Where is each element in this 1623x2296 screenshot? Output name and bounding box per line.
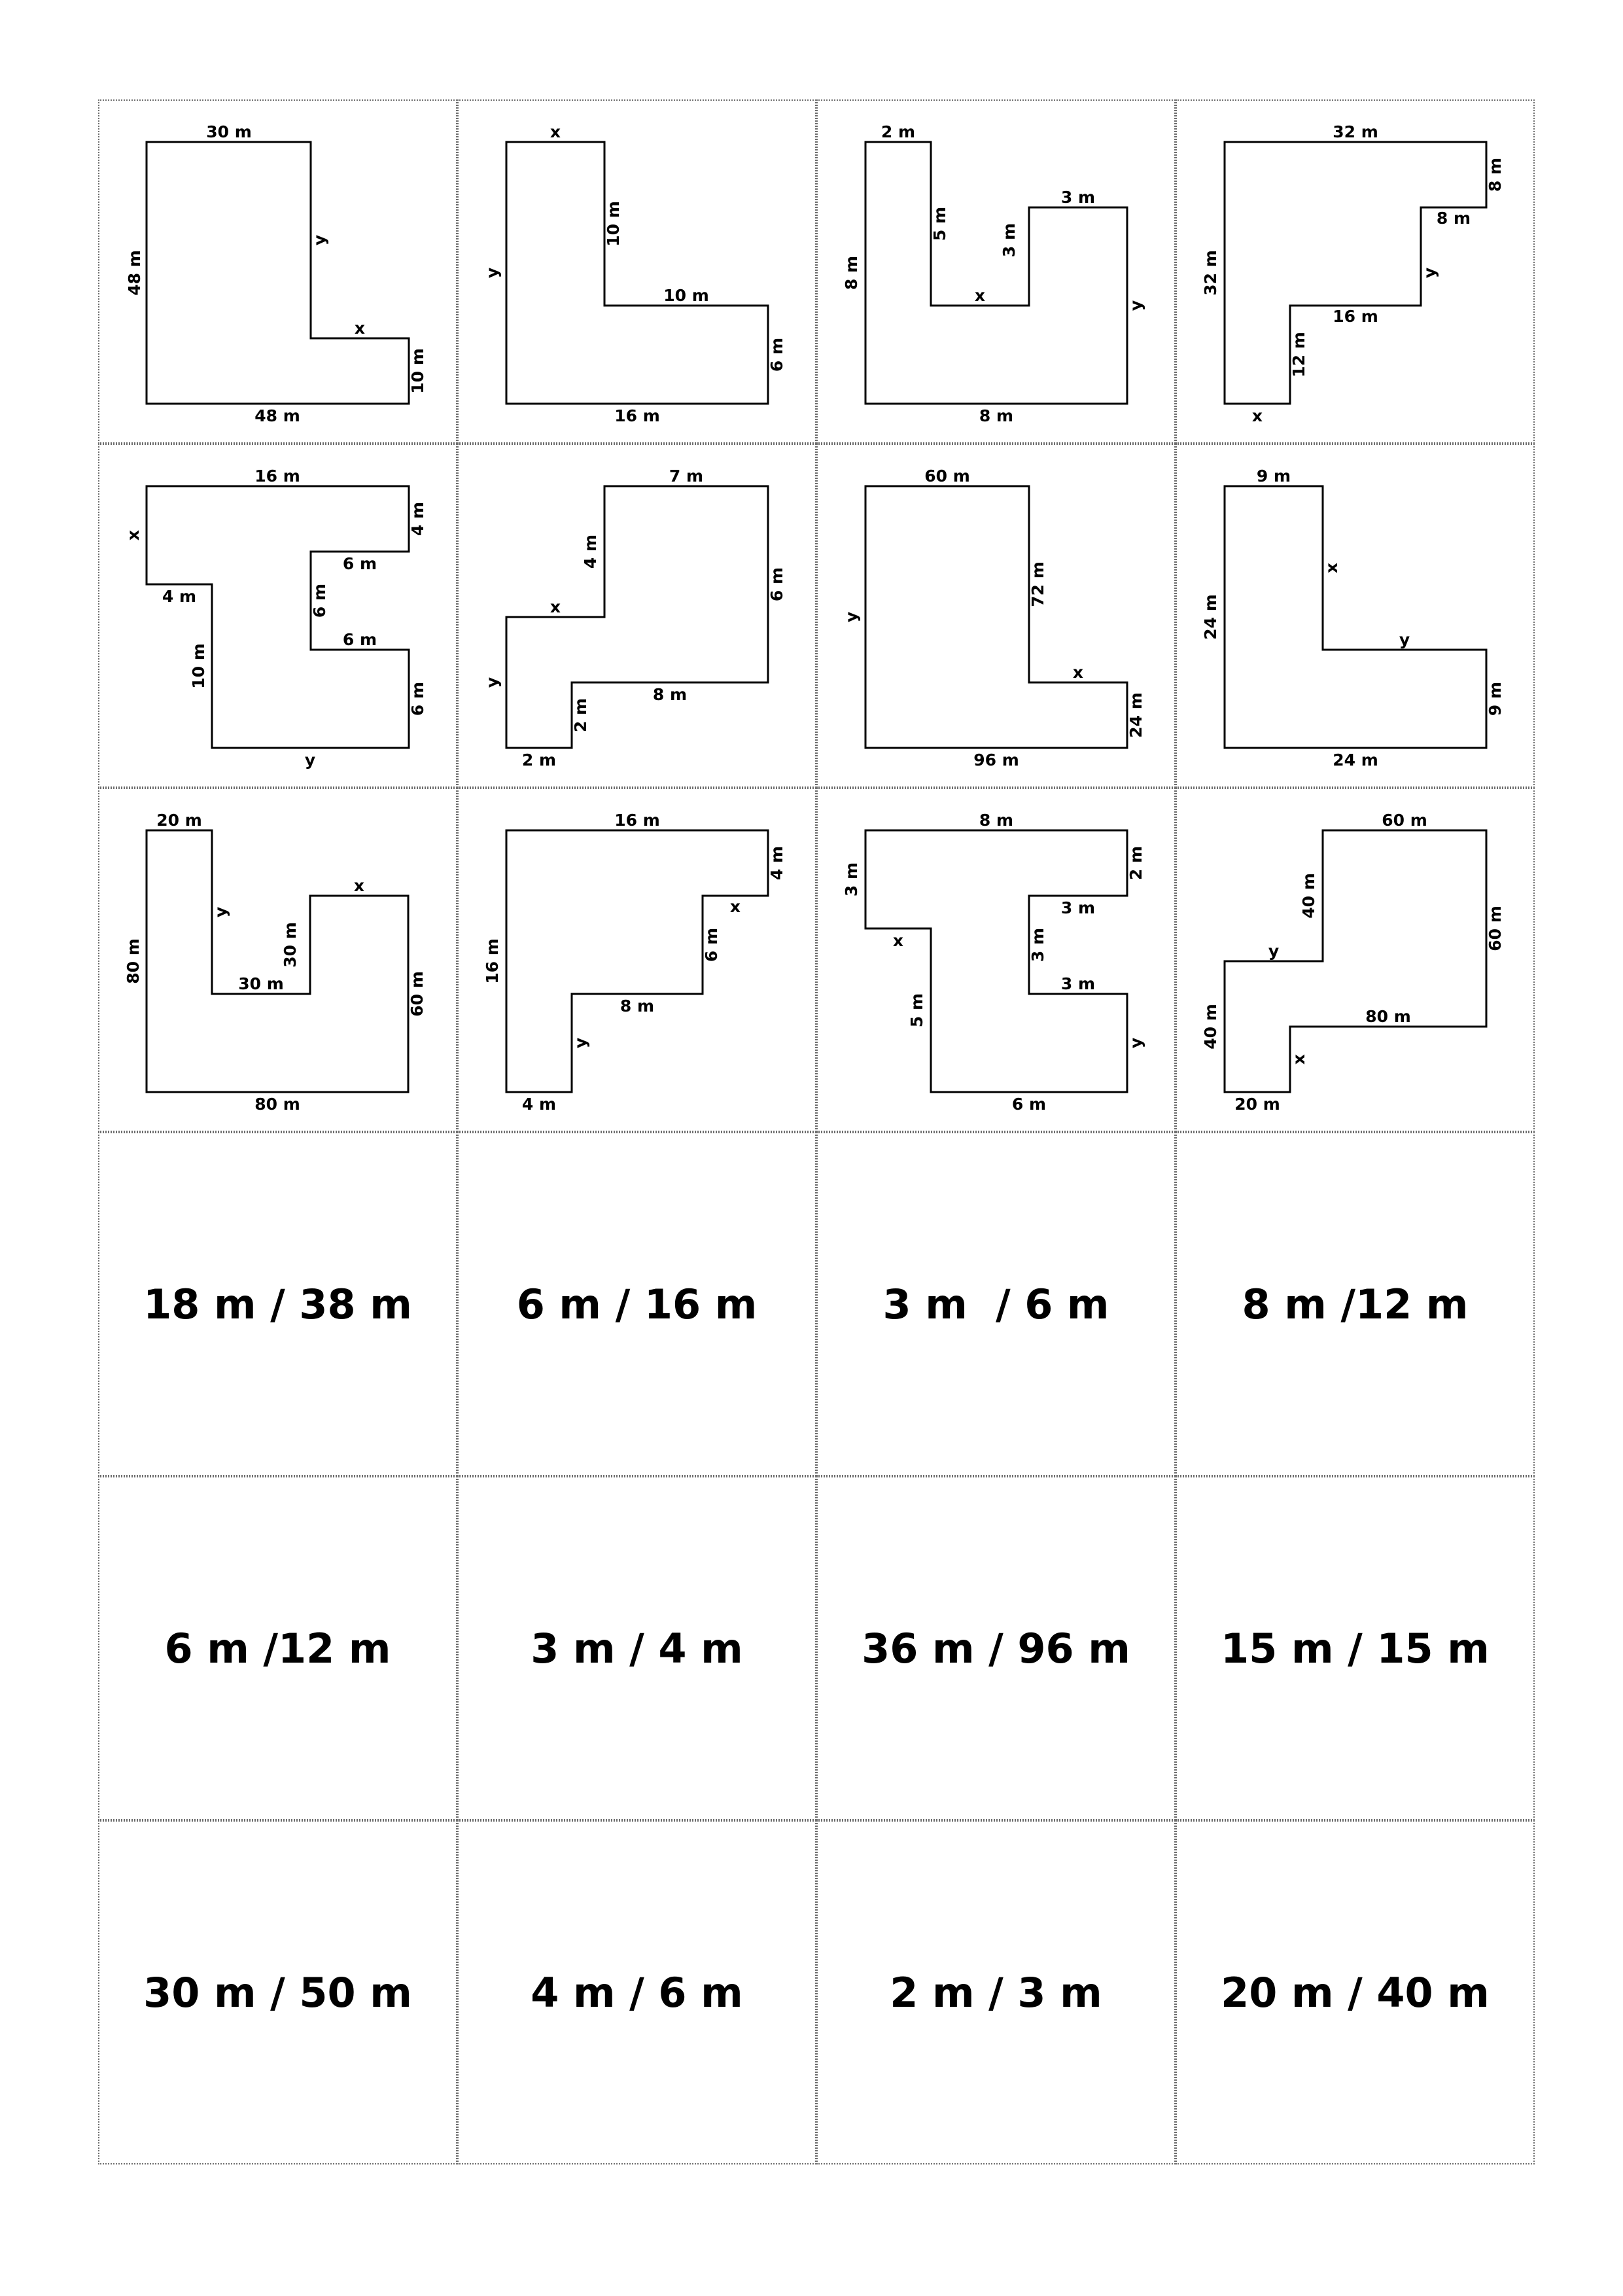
dim-label: 16 m (614, 811, 660, 830)
dim-label: 48 m (125, 250, 144, 296)
dim-label: 96 m (973, 751, 1019, 769)
answer-text: 20 m / 40 m (1221, 1968, 1490, 2017)
u-shape-diagram (818, 101, 1174, 442)
dim-label: x (974, 286, 986, 305)
dim-label: 60 m (924, 467, 970, 486)
shape-card-11 (816, 788, 1176, 1132)
dim-label: 5 m (907, 993, 926, 1028)
answer-text: 30 m / 50 m (143, 1968, 412, 2017)
dim-label: 2 m (1126, 845, 1145, 881)
dim-label: 8 m (979, 811, 1014, 830)
dim-label: 12 m (1289, 332, 1308, 378)
dim-label: 10 m (189, 643, 208, 689)
dim-label: 6 m (767, 567, 786, 602)
dim-label: x (729, 897, 741, 916)
answer-text: 8 m /12 m (1242, 1280, 1469, 1328)
dim-label: 8 m (620, 997, 655, 1016)
answer-text: 4 m / 6 m (531, 1968, 743, 2017)
step-shape-diagram (459, 445, 815, 786)
dim-label: x (1251, 406, 1263, 425)
s-shape-diagram (818, 789, 1174, 1131)
shape-card-12 (1176, 788, 1535, 1132)
dim-label: 6 m (1011, 1095, 1047, 1114)
dim-label: 6 m (702, 927, 721, 963)
dim-label: y (211, 906, 230, 918)
dim-label: x (550, 597, 561, 616)
dim-label: 10 m (408, 348, 427, 394)
dim-label: 3 m (1060, 974, 1096, 993)
l-shape-diagram (459, 101, 815, 442)
dim-label: 3 m (1060, 898, 1096, 917)
answer-card-4 (1176, 1132, 1535, 1476)
answer-text: 15 m / 15 m (1221, 1624, 1490, 1672)
shape-card-3 (816, 99, 1176, 444)
answer-text: 2 m / 3 m (890, 1968, 1102, 2017)
dim-label: 4 m (767, 845, 786, 881)
answer-card-12 (1176, 1820, 1535, 2164)
dim-label: 32 m (1333, 122, 1378, 141)
shape-card-10 (457, 788, 816, 1132)
dim-label: 32 m (1201, 250, 1220, 296)
dim-label: x (1289, 1053, 1308, 1065)
dim-label: 24 m (1201, 594, 1220, 640)
dim-label: 8 m (1436, 209, 1471, 228)
dim-label: 6 m (767, 337, 786, 372)
l-shape-diagram (818, 445, 1174, 786)
dim-label: y (304, 751, 316, 769)
dim-label: 20 m (156, 811, 202, 830)
dim-label: 4 m (408, 501, 427, 537)
card-sheet (98, 99, 1535, 2164)
staircase-shape-diagram (1177, 101, 1533, 442)
answer-card-1 (98, 1132, 457, 1476)
answer-card-8 (1176, 1476, 1535, 1820)
answer-card-6 (457, 1476, 816, 1820)
step-shape-diagram (1177, 789, 1533, 1131)
dim-label: y (1420, 267, 1439, 279)
staircase-shape-diagram (459, 789, 815, 1131)
dim-label: y (571, 1037, 590, 1049)
dim-label: 80 m (124, 938, 143, 984)
dim-label: y (483, 677, 502, 688)
dim-label: 80 m (1365, 1007, 1411, 1026)
answer-text: 3 m / 6 m (882, 1280, 1109, 1328)
dim-label: x (124, 529, 143, 541)
dim-label: 72 m (1028, 561, 1047, 607)
dim-label: 20 m (1234, 1095, 1280, 1114)
dim-label: y (1399, 630, 1410, 649)
answer-card-9 (98, 1820, 457, 2164)
dim-label: 3 m (842, 862, 861, 897)
dim-label: 16 m (254, 467, 300, 486)
shape-card-4 (1176, 99, 1535, 444)
shape-card-7 (816, 444, 1176, 788)
dim-label: 24 m (1333, 751, 1378, 769)
dim-label: 16 m (1333, 307, 1378, 326)
dim-label: 16 m (483, 938, 502, 984)
dim-label: 40 m (1201, 1004, 1220, 1050)
answer-text: 36 m / 96 m (862, 1624, 1130, 1672)
dim-label: 10 m (604, 201, 623, 247)
dim-label: x (354, 319, 366, 338)
answer-card-11 (816, 1820, 1176, 2164)
answer-card-2 (457, 1132, 816, 1476)
dim-label: 2 m (881, 122, 916, 141)
dim-label: 8 m (652, 685, 688, 704)
answer-text: 18 m / 38 m (143, 1280, 412, 1328)
dim-label: 8 m (979, 406, 1014, 425)
l-shape-diagram (99, 101, 456, 442)
dim-label: 3 m (1028, 927, 1047, 963)
dim-label: 30 m (206, 122, 252, 141)
dim-label: x (353, 876, 365, 895)
dim-label: 6 m (310, 583, 329, 618)
answer-card-7 (816, 1476, 1176, 1820)
dim-label: 5 m (930, 206, 949, 241)
dim-label: 40 m (1299, 873, 1318, 919)
dim-label: 2 m (521, 751, 557, 769)
dim-label: y (310, 234, 329, 246)
dim-label: 3 m (1000, 222, 1019, 258)
dim-label: 60 m (1382, 811, 1427, 830)
shape-card-1 (98, 99, 457, 444)
dim-label: 6 m (342, 630, 377, 649)
dim-label: 8 m (1486, 157, 1505, 192)
answer-text: 6 m / 16 m (516, 1280, 758, 1328)
dim-label: 9 m (1256, 467, 1291, 486)
dim-label: 4 m (521, 1095, 557, 1114)
dim-label: 16 m (614, 406, 660, 425)
dim-label: 9 m (1486, 681, 1505, 716)
dim-label: 4 m (162, 587, 197, 606)
dim-label: x (892, 931, 904, 950)
dim-label: y (842, 611, 861, 623)
dim-label: 30 m (238, 974, 284, 993)
shape-card-5 (98, 444, 457, 788)
dim-label: y (483, 267, 502, 279)
answer-card-3 (816, 1132, 1176, 1476)
dim-label: y (1126, 300, 1145, 311)
dim-label: 80 m (254, 1095, 300, 1114)
dim-label: y (1268, 942, 1280, 961)
shape-card-8 (1176, 444, 1535, 788)
answer-text: 3 m / 4 m (531, 1624, 743, 1672)
dim-label: x (1322, 562, 1341, 574)
dim-label: 60 m (1486, 906, 1505, 951)
dim-label: y (1126, 1037, 1145, 1049)
answer-text: 6 m /12 m (164, 1624, 391, 1672)
dim-label: 6 m (342, 554, 377, 573)
dim-label: 8 m (842, 255, 861, 291)
dim-label: x (550, 122, 561, 141)
dim-label: x (1072, 663, 1084, 682)
dim-label: 24 m (1126, 692, 1145, 738)
dim-label: 2 m (571, 698, 590, 733)
dim-label: 48 m (254, 406, 300, 425)
l-shape-diagram (1177, 445, 1533, 786)
dim-label: 4 m (581, 534, 600, 569)
dim-label: 7 m (669, 467, 704, 486)
shape-card-2 (457, 99, 816, 444)
dim-label: 10 m (663, 286, 709, 305)
dim-label: 60 m (408, 971, 427, 1017)
dim-label: 6 m (408, 681, 427, 716)
shape-card-9 (98, 788, 457, 1132)
u-shape-diagram (99, 789, 456, 1131)
dim-label: 3 m (1060, 188, 1096, 207)
dim-label: 30 m (281, 922, 300, 968)
answer-card-5 (98, 1476, 457, 1820)
answer-card-10 (457, 1820, 816, 2164)
s-shape-diagram (99, 445, 456, 786)
shape-card-6 (457, 444, 816, 788)
